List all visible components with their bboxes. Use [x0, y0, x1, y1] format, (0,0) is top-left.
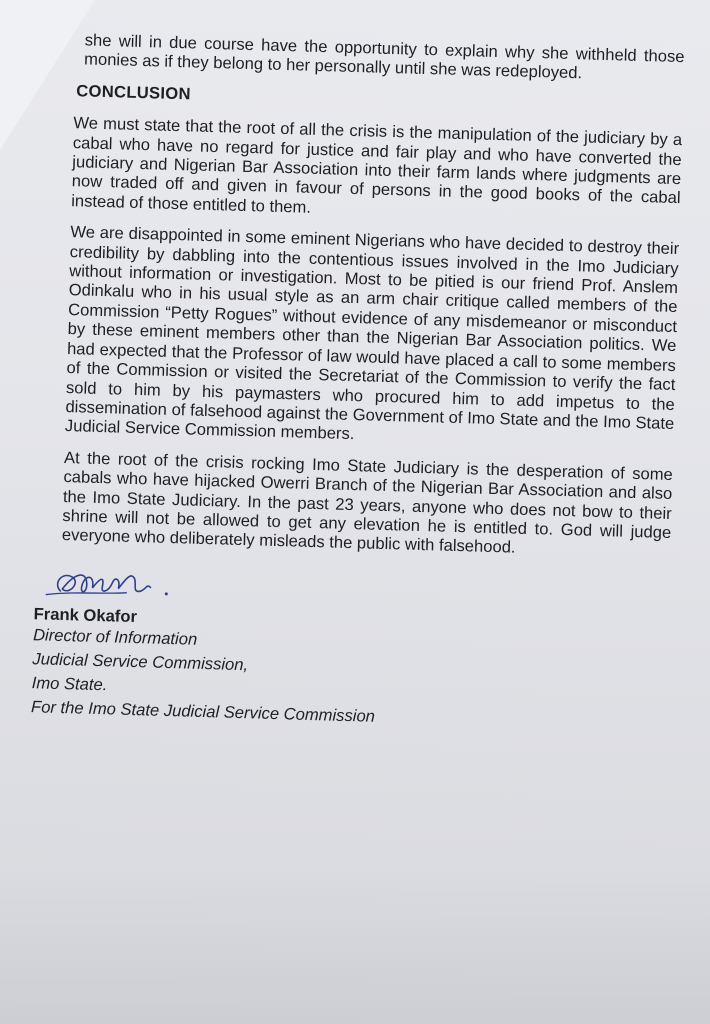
signer-organization: Judicial Service Commission,	[32, 649, 249, 675]
signature-block	[31, 560, 670, 737]
handwritten-signature	[42, 560, 183, 610]
section-heading: CONCLUSION	[76, 81, 192, 104]
signer-title: Director of Information	[32, 625, 198, 649]
signer-name: Frank Okafor	[33, 603, 138, 626]
signer-on-behalf: For the Imo State Judicial Service Commission	[30, 697, 376, 726]
intro-paragraph: she will in due course have the opportunity to explain why she withheld those monies as if they belong to her personally until she was redeployed.	[83, 30, 685, 83]
signer-location: Imo State.	[31, 673, 108, 695]
paragraph-2: We are disappointed in some eminent Nigerians who have decided to destroy their credibility by dabbling into the contentious issues involved in the Imo Judiciary without information or investigation. Most to be pitied is our friend Prof. Anslem Odinkalu who in his usual style as an arm chair critique called members of the Commission “Petty Rogues” without evidence of any misdemeanor or misconduct by these eminent members other than the Nigerian Bar Association politics. We had expected that the Professor of law would have placed a call to some members of the Commission or visited the Secretariat of the Commission to verify the fact sold to him by his paymasters who procured him to add impetus to the dissemination of falsehood against the Government of Imo State and the Imo State Judicial Service Commission members.	[64, 222, 680, 444]
letter-body	[30, 30, 685, 737]
paragraph-1: We must state that the root of all the crisis is the manipulation of the judiciary by a cabal who have no regard for justice and fair play and who have converted the judiciary and Nigerian Bar Association into their farm lands where judgments are now traded off and given in favour of persons in the good books of the cabal instead of those entitled to them.	[70, 113, 683, 217]
paragraph-3: At the root of the crisis rocking Imo State Judiciary is the desperation of some cabals who have hijacked Owerri Branch of the Nigerian Bar Association and also the Imo State Judiciary. In the past 23 years, anyone who does not bow to their shrine will not be allowed to get any elevation he is entitled to. God will judge everyone who deliberately misleads the public with falsehood.	[61, 447, 674, 557]
